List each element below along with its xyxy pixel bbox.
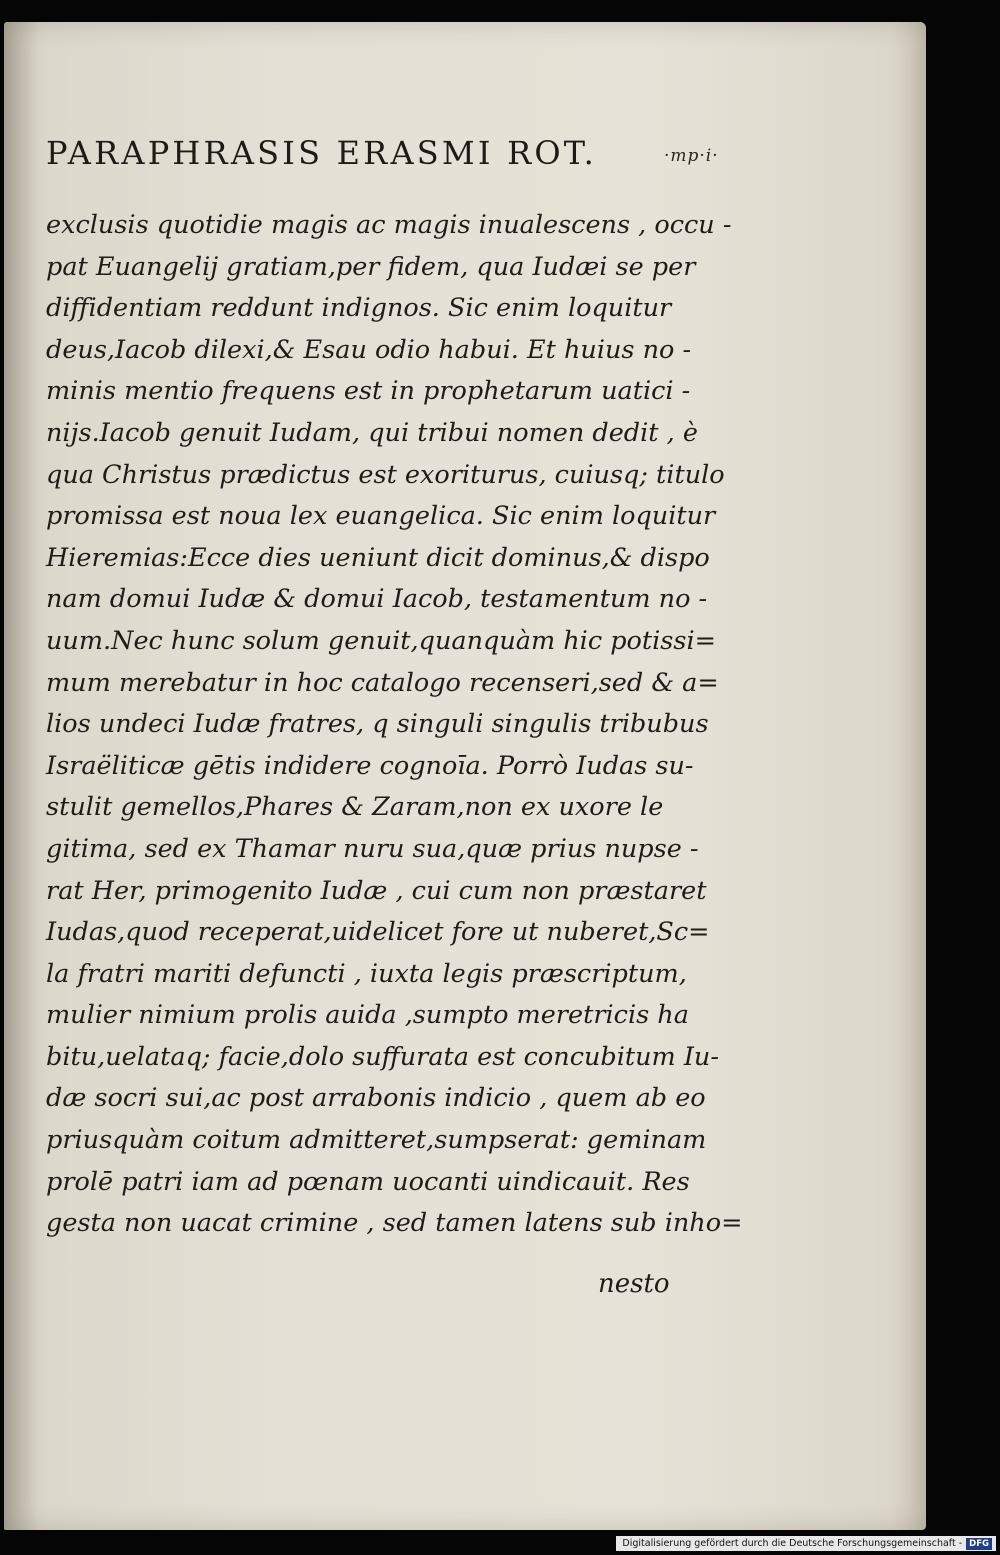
text-line: bitu,uelataq; facie,dolo suffurata est concubitum Iu- [46, 1041, 719, 1072]
catchword: nesto [598, 1269, 670, 1299]
funding-note: Digitalisierung gefördert durch die Deutsche Forschungsgemeinschaft - [622, 1538, 963, 1549]
signature-mark: ·mp·i· [664, 146, 719, 166]
text-line: exclusis quotidie magis ac magis inualescens , occu - [46, 210, 732, 240]
text-line: la fratri mariti defuncti , iuxta legis præscriptum, [46, 958, 687, 989]
text-line: Iudas,quod receperat,uidelicet fore ut nuberet,Sc= [46, 917, 710, 948]
text-line: Israëliticæ gētis indidere cognoīa. Porrò Iudas su- [46, 750, 694, 781]
page-fold-shadow [4, 22, 38, 1530]
text-line: mum merebatur in hoc catalogo recenseri,sed & a= [46, 667, 719, 698]
text-line: pat Euangelij gratiam,per fidem, qua Iudæi se per [46, 251, 696, 282]
text-line: promissa est noua lex euangelica. Sic enim loquitur [46, 501, 716, 532]
text-line: uum.Nec hunc solum genuit,quanquàm hic potissi= [46, 625, 716, 656]
text-line: diffidentiam reddunt indignos. Sic enim loquitur [46, 293, 672, 324]
body-text [46, 205, 743, 1286]
text-line: mulier nimium prolis auida ,sumpto meretricis ha [46, 1000, 689, 1031]
text-line: priusquàm coitum admitteret,sumpserat: geminam [46, 1125, 707, 1156]
text-line: lios undeci Iudæ fratres, q singuli singulis tribubus [46, 709, 709, 740]
text-line: stulit gemellos,Phares & Zaram,non ex uxore le [46, 792, 664, 823]
text-line: gesta non uacat crimine , sed tamen latens sub inho= [46, 1208, 743, 1239]
text-line: qua Christus prædictus est exoriturus, cuiusq; titulo [46, 459, 725, 490]
text-line: dæ socri sui,ac post arrabonis indicio , quem ab eo [46, 1083, 706, 1114]
text-line: nam domui Iudæ & domui Iacob, testamentum no - [46, 584, 708, 615]
running-head: PARAPHRASIS ERASMI ROT. [46, 134, 598, 172]
text-line: prolē patri iam ad pœnam uocanti uindicauit. Res [46, 1166, 690, 1197]
dfg-logo: DFG [966, 1538, 992, 1550]
text-line: nijs.Iacob genuit Iudam, qui tribui nomen dedit , è [46, 417, 698, 448]
text-line: gitima, sed ex Thamar nuru sua,quæ prius nupse - [46, 833, 699, 864]
text-line: minis mentio frequens est in prophetarum uatici - [46, 376, 691, 407]
text-line: rat Her, primogenito Iudæ , cui cum non præstaret [46, 875, 707, 906]
book-page [4, 22, 926, 1530]
text-line: Hieremias:Ecce dies ueniunt dicit dominus,& dispo [46, 542, 710, 573]
text-line: deus,Iacob dilexi,& Esau odio habui. Et huius no - [46, 334, 692, 365]
funding-footer [616, 1536, 996, 1551]
